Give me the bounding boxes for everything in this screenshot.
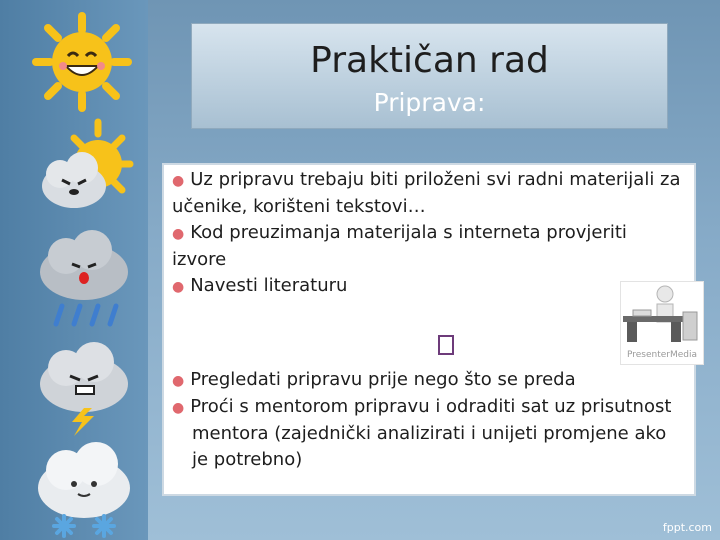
bullet-dot-icon: ● — [172, 173, 185, 189]
bullet-dot-icon: ● — [172, 400, 185, 416]
snow-cloud-icon — [34, 440, 134, 540]
thunder-cloud-icon — [36, 338, 132, 438]
bullet-dot-icon: ● — [172, 373, 185, 389]
content-panel — [162, 163, 696, 496]
weather-sidebar-strip — [0, 0, 148, 540]
list-item: ● Kod preuzimanja materijala s interneta provjeriti izvore — [172, 222, 627, 270]
sun-behind-cloud-icon — [38, 118, 138, 218]
illustration-caption: PresenterMedia — [627, 350, 698, 360]
bullet-dot-icon: ● — [172, 226, 185, 242]
list-item: ● Proći s mentorom pripravu i odraditi sat uz prisutnost mentora (zajednički analizirati i unijeti promjene ako je potrebno) — [172, 396, 672, 470]
placeholder-box-glyph-icon — [438, 335, 454, 355]
title-panel — [191, 23, 668, 129]
list-item: ● Uz pripravu trebaju biti priloženi svi radni materijali za učenike, korišteni tekstovi… — [172, 169, 681, 217]
bullet-dot-icon: ● — [172, 279, 185, 295]
smiling-sun-icon — [30, 12, 134, 112]
bullet-list-top — [172, 167, 684, 300]
list-item: ● Pregledati pripravu prije nego što se preda — [172, 369, 576, 390]
slide-subtitle: Priprava: — [373, 88, 486, 117]
desk-worker-icon — [621, 282, 701, 348]
list-item: ● Navesti literaturu — [172, 275, 348, 296]
desk-worker-illustration — [620, 281, 704, 365]
bullet-list-bottom — [172, 367, 684, 473]
watermark: fppt.com — [662, 521, 712, 534]
rain-cloud-icon — [36, 228, 132, 330]
slide-title: Praktičan rad — [310, 40, 549, 81]
